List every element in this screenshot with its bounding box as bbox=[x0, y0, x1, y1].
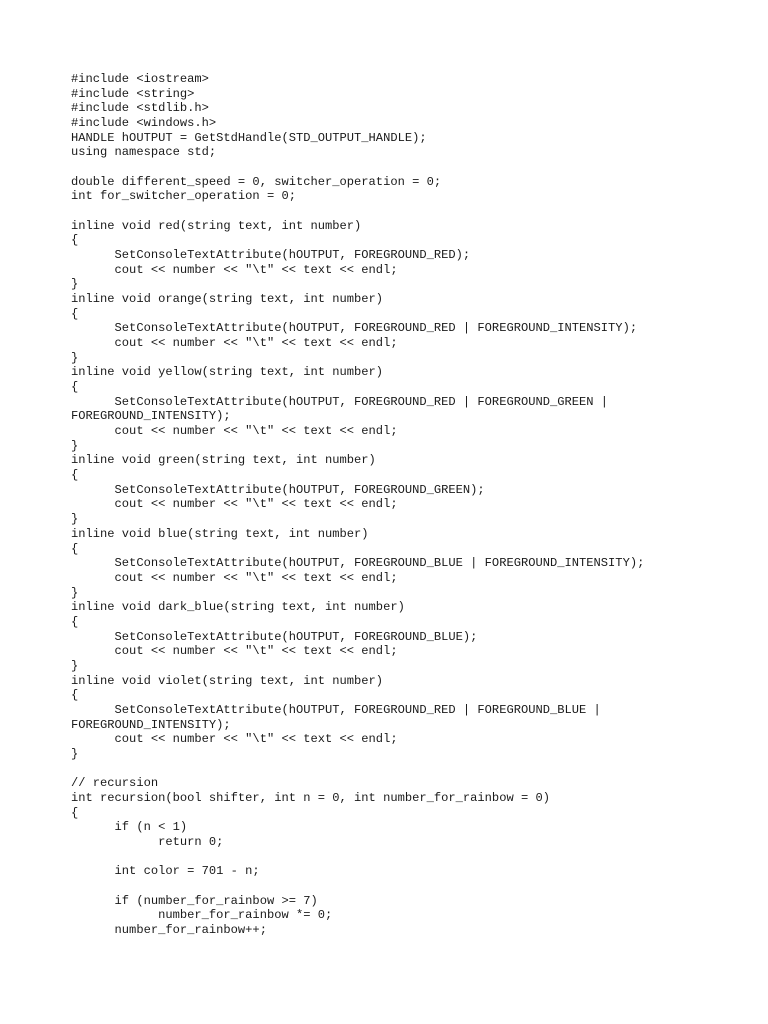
code-line bbox=[71, 204, 751, 219]
code-line: SetConsoleTextAttribute(hOUTPUT, FOREGROUND_GREEN); bbox=[71, 482, 485, 497]
code-line: cout << number << "\t" << text << endl; bbox=[71, 732, 398, 747]
code-line: cout << number << "\t" << text << endl; bbox=[71, 424, 398, 439]
code-line: return 0; bbox=[71, 834, 224, 849]
code-line: number_for_rainbow++; bbox=[71, 922, 267, 937]
code-line: { bbox=[71, 541, 79, 556]
code-line: { bbox=[71, 233, 79, 248]
code-line: { bbox=[71, 306, 79, 321]
code-line: } bbox=[71, 585, 79, 600]
code-line: cout << number << "\t" << text << endl; bbox=[71, 336, 398, 351]
code-line: { bbox=[71, 614, 79, 629]
code-line: } bbox=[71, 350, 79, 365]
code-line: inline void yellow(string text, int number) bbox=[71, 365, 384, 380]
code-line: #include <iostream> bbox=[71, 72, 209, 86]
code-line: HANDLE hOUTPUT = GetStdHandle(STD_OUTPUT_HANDLE); bbox=[71, 130, 427, 145]
code-line: cout << number << "\t" << text << endl; bbox=[71, 644, 398, 659]
code-line: SetConsoleTextAttribute(hOUTPUT, FOREGROUND_RED | FOREGROUND_BLUE | bbox=[71, 702, 601, 717]
code-line bbox=[71, 160, 751, 175]
code-line: SetConsoleTextAttribute(hOUTPUT, FOREGROUND_RED | FOREGROUND_INTENSITY); bbox=[71, 321, 638, 336]
code-line: int for_switcher_operation = 0; bbox=[71, 189, 296, 204]
code-line: } bbox=[71, 746, 79, 761]
code-line: { bbox=[71, 380, 79, 395]
code-line: SetConsoleTextAttribute(hOUTPUT, FOREGROUND_RED); bbox=[71, 248, 471, 263]
code-line bbox=[71, 879, 751, 894]
code-line: if (n < 1) bbox=[71, 820, 188, 835]
code-line: if (number_for_rainbow >= 7) bbox=[71, 893, 318, 908]
code-line bbox=[71, 762, 751, 777]
code-line: // recursion bbox=[71, 776, 159, 791]
code-line: double different_speed = 0, switcher_operation = 0; bbox=[71, 174, 442, 189]
code-line: int color = 701 - n; bbox=[71, 864, 260, 879]
code-line: SetConsoleTextAttribute(hOUTPUT, FOREGROUND_BLUE | FOREGROUND_INTENSITY); bbox=[71, 556, 645, 571]
code-line: using namespace std; bbox=[71, 145, 217, 160]
code-line: { bbox=[71, 688, 79, 703]
code-line: } bbox=[71, 438, 79, 453]
code-line: #include <windows.h> bbox=[71, 116, 217, 131]
code-listing bbox=[71, 72, 751, 938]
code-line: FOREGROUND_INTENSITY); bbox=[71, 717, 231, 732]
code-line: } bbox=[71, 512, 79, 527]
code-line: int recursion(bool shifter, int n = 0, int number_for_rainbow = 0) bbox=[71, 790, 550, 805]
code-line: inline void orange(string text, int number) bbox=[71, 292, 384, 307]
code-line: SetConsoleTextAttribute(hOUTPUT, FOREGROUND_BLUE); bbox=[71, 629, 478, 644]
code-line: } bbox=[71, 277, 79, 292]
code-line: inline void dark_blue(string text, int number) bbox=[71, 600, 405, 615]
code-line: { bbox=[71, 805, 79, 820]
code-line: cout << number << "\t" << text << endl; bbox=[71, 262, 398, 277]
code-line: inline void green(string text, int number) bbox=[71, 453, 376, 468]
code-line: inline void violet(string text, int number) bbox=[71, 673, 384, 688]
code-line: } bbox=[71, 658, 79, 673]
code-line bbox=[71, 850, 751, 865]
code-line: cout << number << "\t" << text << endl; bbox=[71, 497, 398, 512]
code-line: { bbox=[71, 468, 79, 483]
code-line: inline void blue(string text, int number) bbox=[71, 526, 369, 541]
code-line: cout << number << "\t" << text << endl; bbox=[71, 570, 398, 585]
code-line: SetConsoleTextAttribute(hOUTPUT, FOREGROUND_RED | FOREGROUND_GREEN | bbox=[71, 394, 609, 409]
code-line: FOREGROUND_INTENSITY); bbox=[71, 409, 231, 424]
code-line: #include <string> bbox=[71, 86, 195, 101]
code-line: inline void red(string text, int number) bbox=[71, 218, 362, 233]
code-line: number_for_rainbow *= 0; bbox=[71, 908, 333, 923]
code-line: #include <stdlib.h> bbox=[71, 101, 209, 116]
